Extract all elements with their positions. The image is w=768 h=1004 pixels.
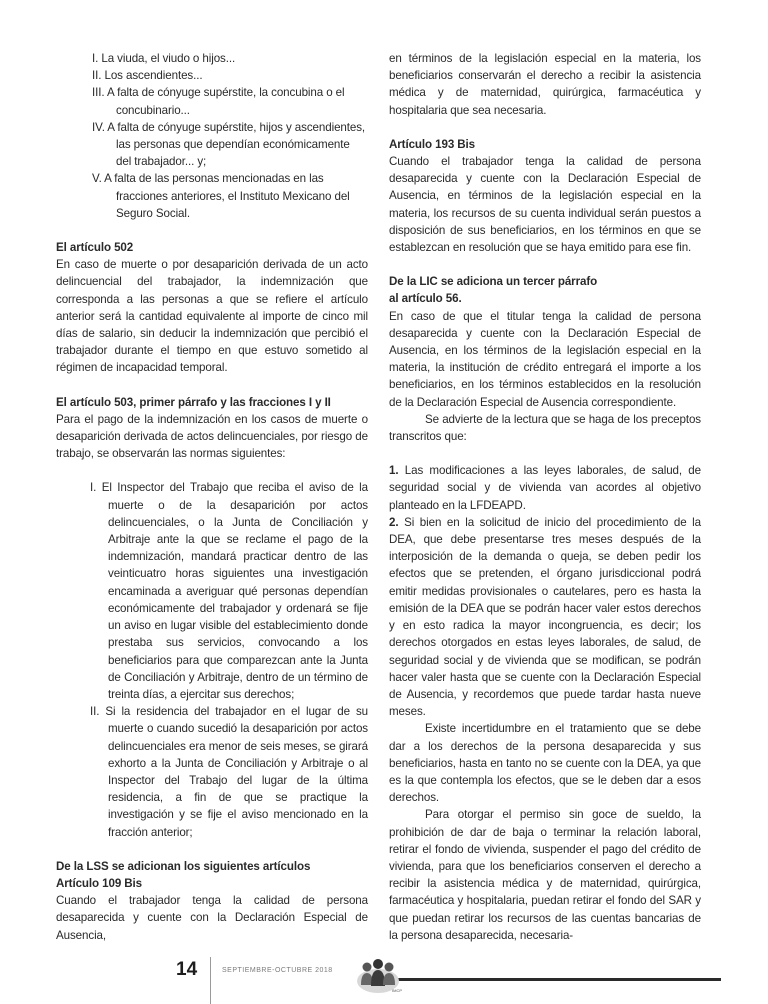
paragraph: En caso de muerte o por desaparición derivada de un acto delincuencial del trabajador, la indemnización que corresponda a las personas a que se refiere el artículo anterior será la cantidad equivalente al importe de cinco mil días de salario, sin deducir la indemnización que percibió el trabajador durante el tiempo en que estuvo sometido al régimen de incapacidad temporal. <box>56 258 368 375</box>
paragraph: en términos de la legislación especial en la materia, los beneficiarios conservarán el derecho a recibir la asistencia médica y de maternidad, quirúrgica, farmacéutica y hospitalaria que sea necesaria. <box>389 52 701 117</box>
section-heading: al artículo 56. <box>389 292 462 306</box>
section-heading: El artículo 503, primer párrafo y las fracciones I y II <box>56 395 331 409</box>
footer-divider <box>210 957 211 1004</box>
logo-text: IMCP <box>392 988 402 993</box>
issue-date: SEPTIEMBRE-OCTUBRE 2018 <box>222 967 333 974</box>
beneficiaries-list <box>56 50 368 222</box>
page-footer <box>0 955 768 1004</box>
list-item: II. Si la residencia del trabajador en el lugar de su muerte o cuando sucedió la desaparición por actos delincuenciales era menor de seis meses, se girará exhorto a la Junta de Conciliación y Arbitraje o al Inspector del Trabajo del lugar de la última residencia, a fin de que se practique la investigación y se fije el aviso mencionado en la fracción anterior; <box>90 705 368 839</box>
list-item: I. La viuda, el viudo o hijos... <box>92 52 236 65</box>
list-item: III. A falta de cónyuge supérstite, la concubina o el concubinario... <box>92 86 345 117</box>
right-column <box>389 50 701 944</box>
section-heading: El artículo 502 <box>56 241 134 255</box>
paragraph: Cuando el trabajador tenga la calidad de persona desaparecida y cuente con la Declaración Especial de Ausencia, en términos de la legislación especial en la materia, los recursos de su cuenta individual serán puestos a disposición de sus beneficiarios, en los términos en que se establezcan en resolución que se haya emitido para ese fin. <box>389 155 701 255</box>
numbered-point <box>389 514 701 720</box>
paragraph: Cuando el trabajador tenga la calidad de persona desaparecida y cuente con la Declaración Especial de Ausencia, <box>56 894 368 942</box>
left-column <box>56 50 368 944</box>
point-number: 1. <box>389 464 399 478</box>
people-group-logo-icon <box>356 955 400 995</box>
list-item: V. A falta de las personas mencionadas en las fracciones anteriores, el Instituto Mexicano del Seguro Social. <box>92 172 350 220</box>
list-item: II. Los ascendientes... <box>92 69 203 83</box>
list-item: I. El Inspector del Trabajo que reciba el aviso de la muerte o de la desaparición por actos delincuenciales, o la Junta de Conciliación y Arbitraje ante la que se reclame el pago de la indemnización, mandará practicar dentro de las veinticuatro horas siguientes una investigación encaminada a averiguar qué personas dependían económicamente del trabajador y ordenará se fije un aviso en lugar visible del establecimiento donde prestaba sus servicios, convocando a los beneficiarios para que comparezcan ante la Junta de Conciliación y Arbitraje, dentro de un término de treinta días, a ejercitar sus derechos; <box>90 481 368 701</box>
page-number: 14 <box>176 959 198 980</box>
section-heading: Artículo 109 Bis <box>56 876 143 890</box>
section-heading: De la LIC se adiciona un tercer párrafo <box>389 275 598 289</box>
paragraph: Existe incertidumbre en el tratamiento que se debe dar a los derechos de la persona desaparecida y sus beneficiarios, hasta en tanto no se cuente con la DEA, ya que es la que contempla los efectos, que se le deben dar a esos derechos. <box>389 722 701 805</box>
list-item: IV. A falta de cónyuge supérstite, hijos y ascendientes, las personas que dependían económicamente del trabajador... y; <box>92 120 366 169</box>
paragraph: En caso de que el titular tenga la calidad de persona desaparecida y cuente con la Declaración Especial de Ausencia, en los términos de la legislación especial en la materia, la institución de crédito entregará el importe a los beneficiarios, en los términos establecidos en la resolución de la Declaración Especial de Ausencia correspondiente. <box>389 309 701 409</box>
point-number: 2. <box>389 515 399 529</box>
section-heading: De la LSS se adicionan los siguientes artículos <box>56 859 311 873</box>
point-text: Las modificaciones a las leyes laborales, de salud, de seguridad social y de vivienda van acordes al objetivo planteado en la LFDEAPD. <box>389 464 701 512</box>
numbered-point <box>389 462 701 514</box>
section-heading: Artículo 193 Bis <box>389 137 476 151</box>
procedure-list <box>56 479 368 840</box>
point-text: Si bien en la solicitud de inicio del procedimiento de la DEA, que debe presentarse tres meses después de la interposición de la demanda o queja, se deben pedir los efectos que se pretenden, el órgano jurisdiccional podrá emitir medidas provisionales o cautelares, pero es hasta la emisión de la DEA que se podrán hacer valer estos derechos y en esto radica la mayor incongruencia, es decir; los derechos otorgados en estas leyes laborales, de salud, de seguridad social y de vivienda que se modifican, se podrán hacer valer hasta que se cuente con la Declaración Especial de Ausencia, y recordemos que puede tardar hasta nueve meses. <box>389 515 701 719</box>
paragraph: Para otorgar el permiso sin goce de sueldo, la prohibición de dar de baja o terminar la relación laboral, retirar el fondo de vivienda, suspender el pago del crédito de vivienda, para que los beneficiarios conserven el derecho a recibir la asistencia médica y de maternidad, quirúrgica, farmacéutica y hospitalaria, puedan retirar el fondo del SAR y que puedan retirar los recursos de las cuentas bancarias de la persona desaparecida, necesaria- <box>389 808 701 942</box>
paragraph: Se advierte de la lectura que se haga de los preceptos transcritos que: <box>389 412 701 444</box>
paragraph: Para el pago de la indemnización en los casos de muerte o desaparición derivada de actos delincuenciales, por riesgo de trabajo, se observarán las normas siguientes: <box>56 412 368 461</box>
footer-rule <box>396 978 721 981</box>
